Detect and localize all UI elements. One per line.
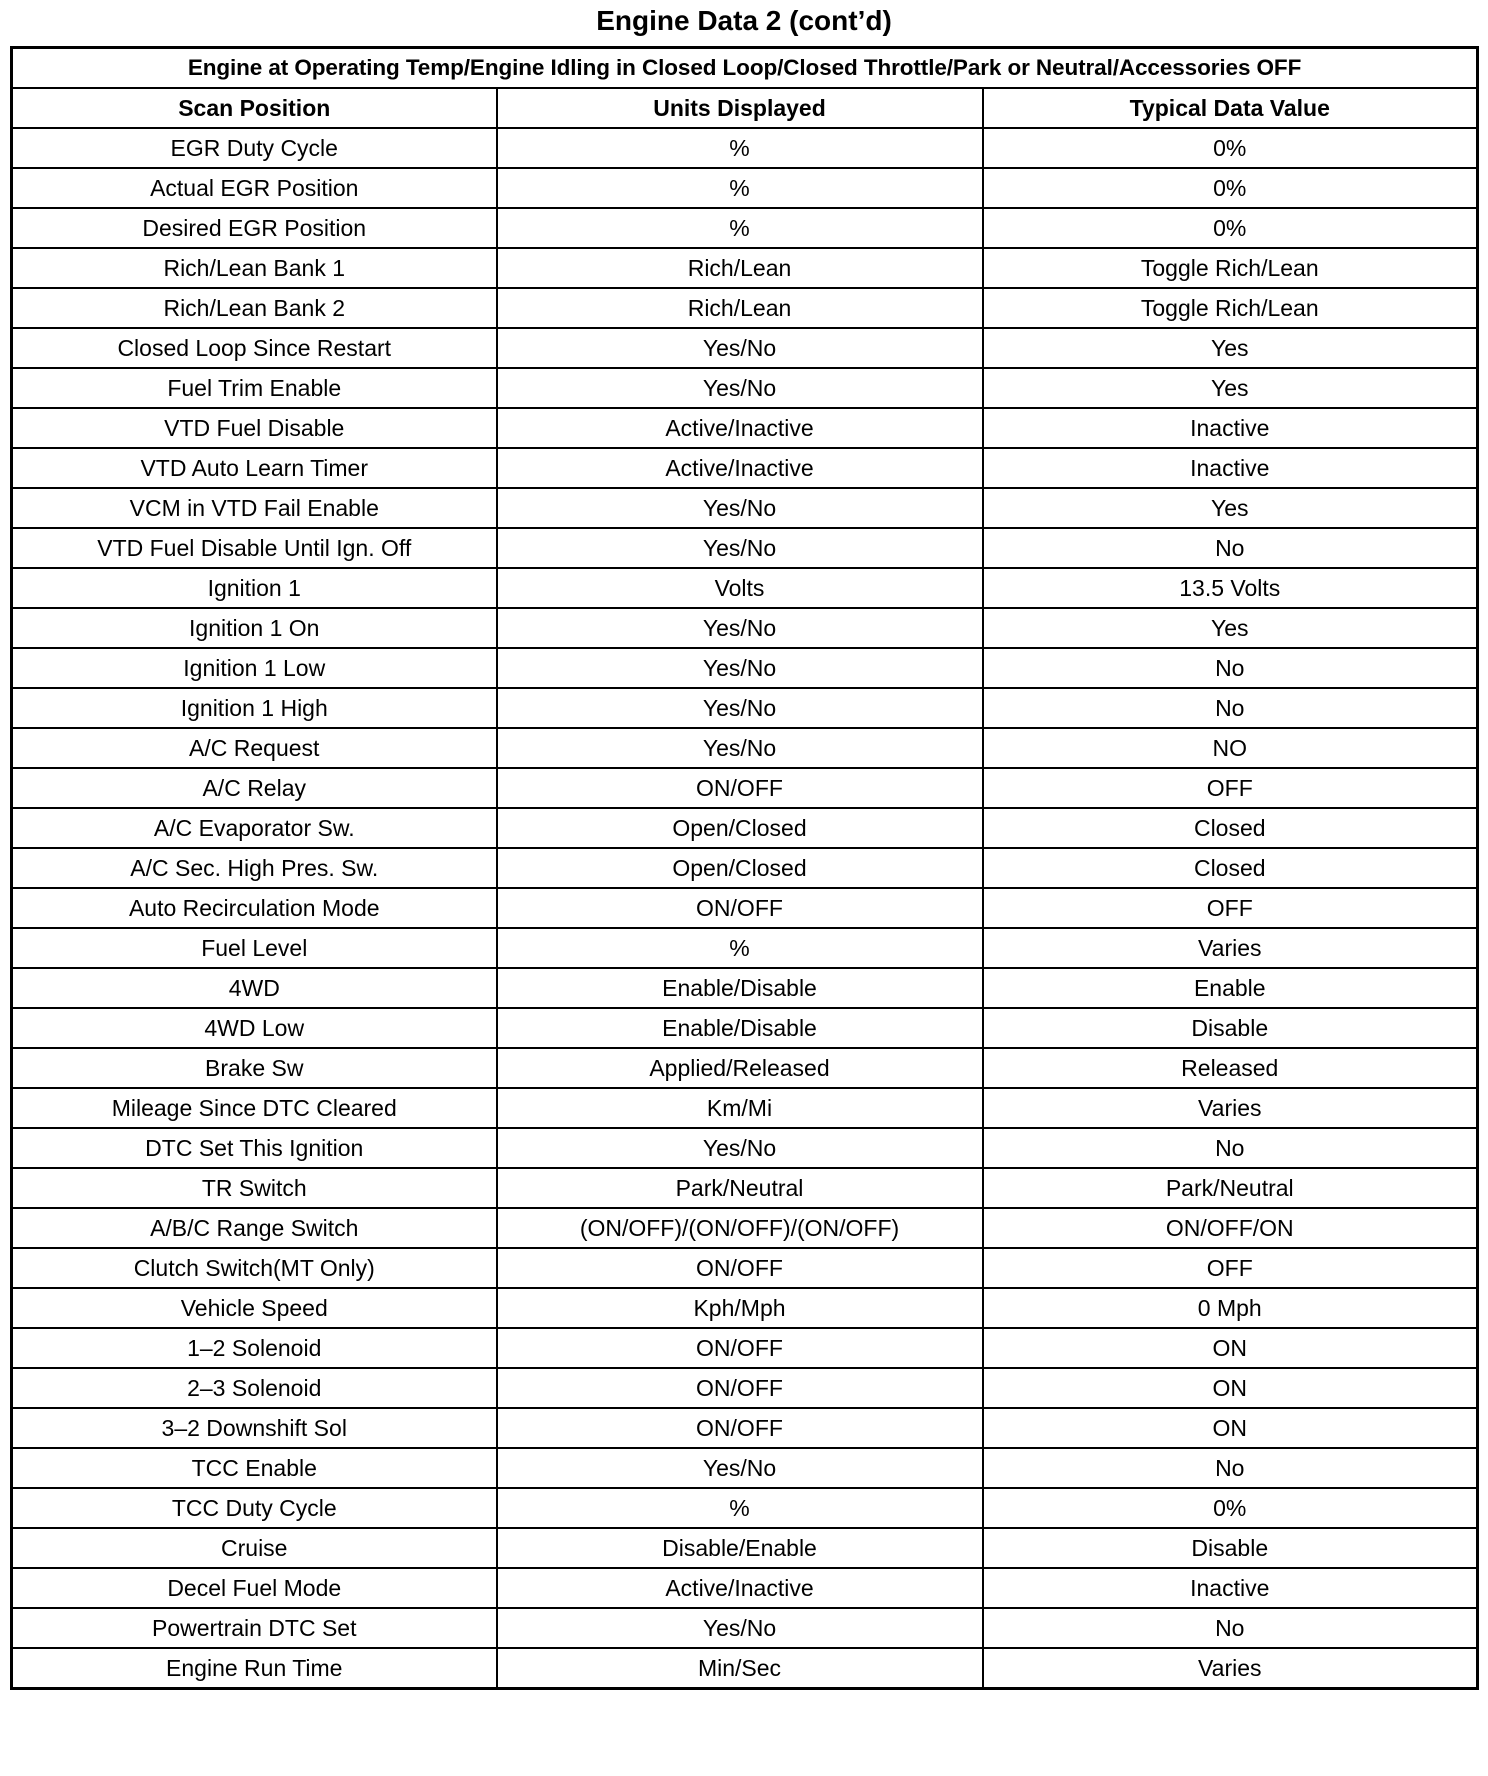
table-row	[12, 768, 1478, 808]
typical-value-cell: No	[983, 528, 1478, 568]
table-row	[12, 928, 1478, 968]
table-row	[12, 1488, 1478, 1528]
scan-position-cell: Fuel Level	[12, 928, 497, 968]
typical-value-cell: ON	[983, 1368, 1478, 1408]
units-displayed-cell: Min/Sec	[497, 1648, 983, 1689]
typical-value-cell: No	[983, 1448, 1478, 1488]
typical-value-cell: Inactive	[983, 408, 1478, 448]
scan-position-cell: VTD Fuel Disable	[12, 408, 497, 448]
table-row	[12, 608, 1478, 648]
table-row	[12, 648, 1478, 688]
table-row	[12, 1448, 1478, 1488]
units-displayed-cell: Enable/Disable	[497, 968, 983, 1008]
typical-value-cell: No	[983, 1128, 1478, 1168]
units-displayed-cell: Yes/No	[497, 688, 983, 728]
scan-position-cell: A/B/C Range Switch	[12, 1208, 497, 1248]
table-row	[12, 1608, 1478, 1648]
typical-value-cell: OFF	[983, 888, 1478, 928]
table-row	[12, 448, 1478, 488]
typical-value-cell: Yes	[983, 328, 1478, 368]
typical-value-cell: Disable	[983, 1008, 1478, 1048]
units-displayed-cell: %	[497, 928, 983, 968]
scan-position-cell: Cruise	[12, 1528, 497, 1568]
table-row	[12, 1528, 1478, 1568]
units-displayed-cell: Yes/No	[497, 368, 983, 408]
scan-position-cell: Ignition 1 Low	[12, 648, 497, 688]
scan-position-cell: A/C Evaporator Sw.	[12, 808, 497, 848]
scan-position-cell: TR Switch	[12, 1168, 497, 1208]
typical-value-cell: Closed	[983, 848, 1478, 888]
scan-position-cell: VTD Fuel Disable Until Ign. Off	[12, 528, 497, 568]
typical-value-cell: Inactive	[983, 1568, 1478, 1608]
units-displayed-cell: Enable/Disable	[497, 1008, 983, 1048]
table-row	[12, 848, 1478, 888]
scan-position-cell: 2–3 Solenoid	[12, 1368, 497, 1408]
condition-header: Engine at Operating Temp/Engine Idling in Closed Loop/Closed Throttle/Park or Neutral/Accessories OFF	[12, 48, 1478, 89]
units-displayed-cell: Yes/No	[497, 728, 983, 768]
typical-value-cell: Park/Neutral	[983, 1168, 1478, 1208]
scan-position-cell: Desired EGR Position	[12, 208, 497, 248]
units-displayed-cell: Rich/Lean	[497, 288, 983, 328]
typical-value-cell: 0%	[983, 128, 1478, 168]
typical-value-cell: Toggle Rich/Lean	[983, 288, 1478, 328]
typical-value-cell: Varies	[983, 1648, 1478, 1689]
column-header-units-displayed: Units Displayed	[497, 88, 983, 128]
typical-value-cell: ON	[983, 1408, 1478, 1448]
scan-position-cell: Ignition 1	[12, 568, 497, 608]
typical-value-cell: Varies	[983, 1088, 1478, 1128]
units-displayed-cell: Yes/No	[497, 1128, 983, 1168]
table-row	[12, 1408, 1478, 1448]
units-displayed-cell: Active/Inactive	[497, 408, 983, 448]
scan-position-cell: VCM in VTD Fail Enable	[12, 488, 497, 528]
scan-position-cell: Mileage Since DTC Cleared	[12, 1088, 497, 1128]
units-displayed-cell: Km/Mi	[497, 1088, 983, 1128]
scan-position-cell: TCC Duty Cycle	[12, 1488, 497, 1528]
units-displayed-cell: (ON/OFF)/(ON/OFF)/(ON/OFF)	[497, 1208, 983, 1248]
units-displayed-cell: Yes/No	[497, 488, 983, 528]
typical-value-cell: NO	[983, 728, 1478, 768]
table-row	[12, 1168, 1478, 1208]
scan-position-cell: Ignition 1 High	[12, 688, 497, 728]
typical-value-cell: 0 Mph	[983, 1288, 1478, 1328]
units-displayed-cell: Open/Closed	[497, 848, 983, 888]
typical-value-cell: ON/OFF/ON	[983, 1208, 1478, 1248]
units-displayed-cell: Yes/No	[497, 328, 983, 368]
units-displayed-cell: Park/Neutral	[497, 1168, 983, 1208]
scan-position-cell: Fuel Trim Enable	[12, 368, 497, 408]
table-row	[12, 1088, 1478, 1128]
table-row	[12, 1368, 1478, 1408]
typical-value-cell: Released	[983, 1048, 1478, 1088]
typical-value-cell: OFF	[983, 768, 1478, 808]
table-row	[12, 128, 1478, 168]
engine-data-table	[10, 46, 1479, 1690]
table-row	[12, 208, 1478, 248]
scan-position-cell: A/C Relay	[12, 768, 497, 808]
table-row	[12, 1048, 1478, 1088]
table-row	[12, 888, 1478, 928]
typical-value-cell: Yes	[983, 608, 1478, 648]
units-displayed-cell: ON/OFF	[497, 888, 983, 928]
typical-value-cell: Enable	[983, 968, 1478, 1008]
table-row	[12, 1288, 1478, 1328]
table-row	[12, 528, 1478, 568]
scan-position-cell: Engine Run Time	[12, 1648, 497, 1689]
units-displayed-cell: Kph/Mph	[497, 1288, 983, 1328]
column-header-typical-data-value: Typical Data Value	[983, 88, 1478, 128]
table-row	[12, 1248, 1478, 1288]
units-displayed-cell: Yes/No	[497, 1448, 983, 1488]
units-displayed-cell: %	[497, 168, 983, 208]
typical-value-cell: Yes	[983, 368, 1478, 408]
units-displayed-cell: %	[497, 128, 983, 168]
units-displayed-cell: ON/OFF	[497, 1408, 983, 1448]
table-row	[12, 288, 1478, 328]
scan-position-cell: Rich/Lean Bank 1	[12, 248, 497, 288]
table-row	[12, 408, 1478, 448]
table-row	[12, 168, 1478, 208]
page-title: Engine Data 2 (cont’d)	[596, 5, 892, 36]
scan-position-cell: TCC Enable	[12, 1448, 497, 1488]
units-displayed-cell: Disable/Enable	[497, 1528, 983, 1568]
typical-value-cell: Inactive	[983, 448, 1478, 488]
scan-position-cell: Powertrain DTC Set	[12, 1608, 497, 1648]
scan-position-cell: EGR Duty Cycle	[12, 128, 497, 168]
typical-value-cell: 0%	[983, 208, 1478, 248]
typical-value-cell: 0%	[983, 1488, 1478, 1528]
units-displayed-cell: %	[497, 208, 983, 248]
scan-position-cell: Brake Sw	[12, 1048, 497, 1088]
units-displayed-cell: Yes/No	[497, 648, 983, 688]
scan-position-cell: 3–2 Downshift Sol	[12, 1408, 497, 1448]
table-body	[12, 128, 1478, 1689]
scan-position-cell: Closed Loop Since Restart	[12, 328, 497, 368]
table-row	[12, 248, 1478, 288]
scan-position-cell: 4WD Low	[12, 1008, 497, 1048]
units-displayed-cell: %	[497, 1488, 983, 1528]
typical-value-cell: 13.5 Volts	[983, 568, 1478, 608]
table-row	[12, 728, 1478, 768]
scan-position-cell: Auto Recirculation Mode	[12, 888, 497, 928]
table-row	[12, 1568, 1478, 1608]
typical-value-cell: Yes	[983, 488, 1478, 528]
typical-value-cell: Varies	[983, 928, 1478, 968]
typical-value-cell: No	[983, 1608, 1478, 1648]
scan-position-cell: DTC Set This Ignition	[12, 1128, 497, 1168]
scan-position-cell: Clutch Switch(MT Only)	[12, 1248, 497, 1288]
typical-value-cell: ON	[983, 1328, 1478, 1368]
scan-position-cell: Ignition 1 On	[12, 608, 497, 648]
table-row	[12, 1128, 1478, 1168]
units-displayed-cell: Active/Inactive	[497, 1568, 983, 1608]
table-row	[12, 1648, 1478, 1689]
table-row	[12, 1208, 1478, 1248]
units-displayed-cell: Rich/Lean	[497, 248, 983, 288]
scan-position-cell: A/C Sec. High Pres. Sw.	[12, 848, 497, 888]
table-row	[12, 1328, 1478, 1368]
typical-value-cell: OFF	[983, 1248, 1478, 1288]
column-header-row	[12, 88, 1478, 128]
scan-position-cell: 1–2 Solenoid	[12, 1328, 497, 1368]
scan-position-cell: Rich/Lean Bank 2	[12, 288, 497, 328]
table-row	[12, 808, 1478, 848]
units-displayed-cell: Yes/No	[497, 528, 983, 568]
units-displayed-cell: Open/Closed	[497, 808, 983, 848]
units-displayed-cell: ON/OFF	[497, 1248, 983, 1288]
units-displayed-cell: Volts	[497, 568, 983, 608]
typical-value-cell: 0%	[983, 168, 1478, 208]
table-row	[12, 688, 1478, 728]
table-row	[12, 368, 1478, 408]
typical-value-cell: No	[983, 648, 1478, 688]
scan-position-cell: Actual EGR Position	[12, 168, 497, 208]
condition-row	[12, 48, 1478, 89]
table-row	[12, 568, 1478, 608]
table-row	[12, 328, 1478, 368]
scan-position-cell: Decel Fuel Mode	[12, 1568, 497, 1608]
scan-position-cell: VTD Auto Learn Timer	[12, 448, 497, 488]
column-header-scan-position: Scan Position	[12, 88, 497, 128]
table-row	[12, 968, 1478, 1008]
units-displayed-cell: ON/OFF	[497, 1328, 983, 1368]
units-displayed-cell: ON/OFF	[497, 1368, 983, 1408]
scan-position-cell: Vehicle Speed	[12, 1288, 497, 1328]
scan-position-cell: A/C Request	[12, 728, 497, 768]
typical-value-cell: No	[983, 688, 1478, 728]
scan-position-cell: 4WD	[12, 968, 497, 1008]
units-displayed-cell: Active/Inactive	[497, 448, 983, 488]
typical-value-cell: Toggle Rich/Lean	[983, 248, 1478, 288]
table-row	[12, 488, 1478, 528]
typical-value-cell: Disable	[983, 1528, 1478, 1568]
typical-value-cell: Closed	[983, 808, 1478, 848]
units-displayed-cell: Yes/No	[497, 608, 983, 648]
table-row	[12, 1008, 1478, 1048]
units-displayed-cell: Applied/Released	[497, 1048, 983, 1088]
units-displayed-cell: Yes/No	[497, 1608, 983, 1648]
units-displayed-cell: ON/OFF	[497, 768, 983, 808]
